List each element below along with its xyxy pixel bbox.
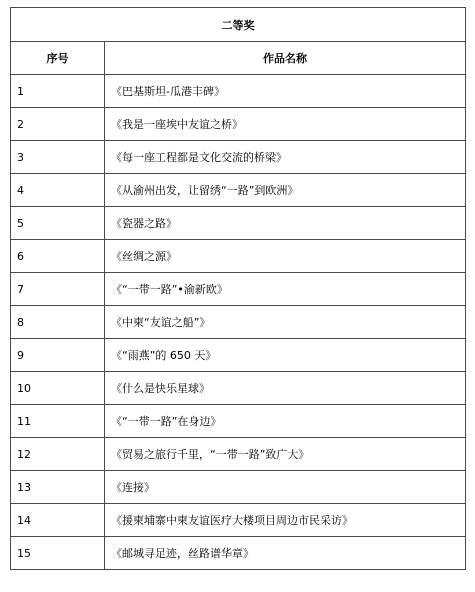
row-number: 15 [11, 537, 105, 570]
header-work-name: 作品名称 [105, 42, 466, 75]
table-row [11, 108, 466, 141]
table-row [11, 405, 466, 438]
row-work-name: 《每一座工程都是文化交流的桥梁》 [105, 141, 466, 174]
award-table [10, 7, 466, 570]
row-number: 3 [11, 141, 105, 174]
table-row [11, 240, 466, 273]
row-work-name: 《我是一座埃中友谊之桥》 [105, 108, 466, 141]
row-number: 10 [11, 372, 105, 405]
table-body [11, 75, 466, 570]
row-number: 14 [11, 504, 105, 537]
table-row [11, 471, 466, 504]
row-number: 13 [11, 471, 105, 504]
table-row [11, 75, 466, 108]
header-row [11, 42, 466, 75]
row-number: 11 [11, 405, 105, 438]
row-work-name: 《邮城寻足迹，丝路谱华章》 [105, 537, 466, 570]
row-work-name: 《瓷器之路》 [105, 207, 466, 240]
table-row [11, 306, 466, 339]
row-work-name: 《“一带一路”•渝新欧》 [105, 273, 466, 306]
row-number: 1 [11, 75, 105, 108]
row-work-name: 《“一带一路”在身边》 [105, 405, 466, 438]
table-row [11, 273, 466, 306]
title-row [11, 8, 466, 42]
table-title: 二等奖 [11, 8, 466, 42]
row-number: 9 [11, 339, 105, 372]
table-row [11, 174, 466, 207]
table-row [11, 504, 466, 537]
row-number: 12 [11, 438, 105, 471]
row-work-name: 《从渝州出发，让留绣“一路”到欧洲》 [105, 174, 466, 207]
row-work-name: 《连接》 [105, 471, 466, 504]
row-number: 7 [11, 273, 105, 306]
row-work-name: 《援柬埔寨中柬友谊医疗大楼项目周边市民采访》 [105, 504, 466, 537]
row-work-name: 《巴基斯坦-瓜港丰碑》 [105, 75, 466, 108]
row-work-name: 《丝绸之源》 [105, 240, 466, 273]
row-number: 2 [11, 108, 105, 141]
row-number: 8 [11, 306, 105, 339]
row-work-name: 《贸易之旅行千里，“一带一路”致广大》 [105, 438, 466, 471]
header-number: 序号 [11, 42, 105, 75]
table-row [11, 339, 466, 372]
row-number: 6 [11, 240, 105, 273]
row-work-name: 《“雨燕”的 650 天》 [105, 339, 466, 372]
table-row [11, 372, 466, 405]
row-number: 5 [11, 207, 105, 240]
row-work-name: 《什么是快乐星球》 [105, 372, 466, 405]
table-row [11, 537, 466, 570]
table-row [11, 141, 466, 174]
table-row [11, 207, 466, 240]
row-work-name: 《中柬“友谊之船”》 [105, 306, 466, 339]
row-number: 4 [11, 174, 105, 207]
table-row [11, 438, 466, 471]
